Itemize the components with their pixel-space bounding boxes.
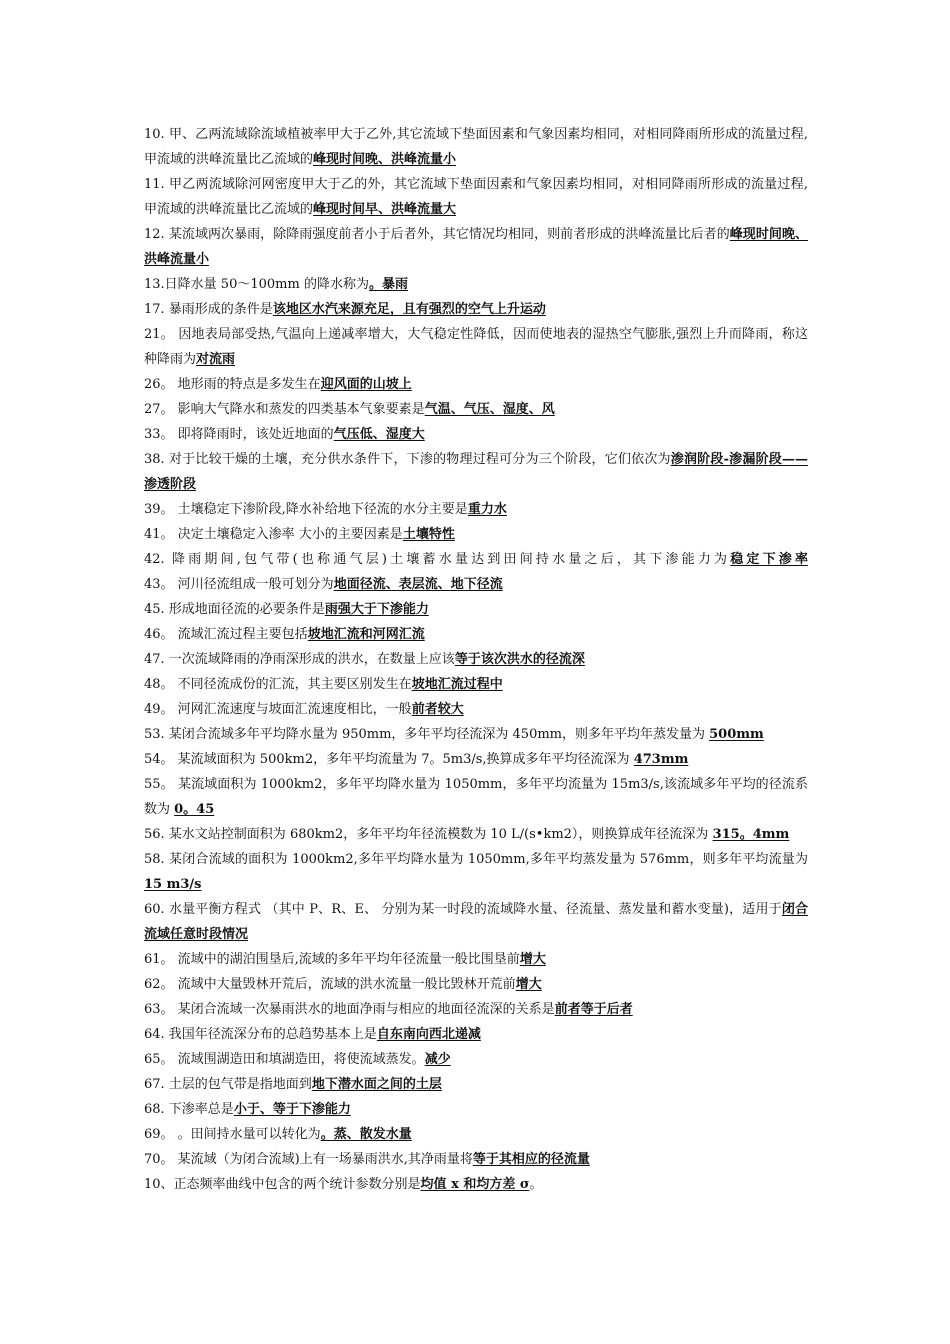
question-text: 60. 水量平衡方程式 （其中 P、R、E、 分别为某一时段的流域降水量、径流量、蒸发量和蓄水变量)，适用于 bbox=[144, 902, 782, 917]
question-38-infiltration-stages bbox=[144, 447, 808, 497]
question-text: 12. 某流域两次暴雨，除降雨强度前者小于后者外，其它情况均相同，则前者形成的洪峰流量比后者的 bbox=[144, 227, 730, 242]
question-17-storm-conditions bbox=[144, 297, 808, 322]
question-text: 39。 土壤稳定下渗阶段,降水补给地下径流的水分主要是 bbox=[144, 502, 468, 517]
question-text: 38. 对于比较干燥的土壤，充分供水条件下，下渗的物理过程可分为三个阶段，它们依次为 bbox=[144, 452, 671, 467]
question-58-mean-flow bbox=[144, 847, 808, 897]
question-53-evaporation bbox=[144, 722, 808, 747]
question-45-surface-runoff bbox=[144, 597, 808, 622]
question-12-rain-intensity bbox=[144, 222, 808, 272]
question-text: 33。 即将降雨时，该处近地面的 bbox=[144, 427, 334, 442]
question-10-vegetation bbox=[144, 122, 808, 172]
answer-text: 稳定下渗率 bbox=[730, 552, 808, 567]
answer-text: 峰现时间晚、洪峰流量小 bbox=[144, 227, 808, 267]
answer-text: 等于其相应的径流量 bbox=[472, 1152, 590, 1167]
answer-text: 雨强大于下渗能力 bbox=[324, 602, 429, 617]
question-67-vadose-zone bbox=[144, 1072, 808, 1097]
question-46-concentration bbox=[144, 622, 808, 647]
answer-text: 自东南向西北递减 bbox=[376, 1027, 481, 1042]
question-43-runoff-components bbox=[144, 572, 808, 597]
question-text: 45. 形成地面径流的必要条件是 bbox=[144, 602, 325, 617]
question-text: 26。 地形雨的特点是多发生在 bbox=[144, 377, 321, 392]
question-text: 56. 某水文站控制面积为 680km2，多年平均年径流模数为 10 L/(s•km2），则换算成年径流深为 bbox=[144, 827, 713, 842]
question-text: 61。 流域中的湖泊围垦后,流域的多年平均年径流量一般比围垦前 bbox=[144, 952, 520, 967]
question-text: 69。 。田间持水量可以转化为 bbox=[144, 1127, 321, 1142]
question-70-closed-basin bbox=[144, 1147, 808, 1172]
question-text: 54。 某流域面积为 500km2，多年平均流量为 7。5m3/s,换算成多年平均径流深为 bbox=[144, 752, 634, 767]
question-69-field-capacity bbox=[144, 1122, 808, 1147]
document-page bbox=[144, 122, 808, 1197]
answer-text: 。蒸、散发水量 bbox=[320, 1127, 412, 1142]
question-text: 17. 暴雨形成的条件是 bbox=[144, 302, 273, 317]
question-42-stable-infiltration bbox=[144, 547, 808, 572]
question-text: 47. 一次流域降雨的净雨深形成的洪水，在数量上应该 bbox=[144, 652, 455, 667]
answer-text: 均值 x 和均方差 σ bbox=[420, 1177, 530, 1192]
question-27-meteorological-elements bbox=[144, 397, 808, 422]
answer-text: 气温、气压、湿度、风 bbox=[424, 402, 555, 417]
answer-text: 土壤特性 bbox=[402, 527, 455, 542]
answer-text: 峰现时间晚、洪峰流量小 bbox=[313, 152, 457, 167]
answer-text: 地下潜水面之间的土层 bbox=[311, 1077, 442, 1092]
question-13-daily-precip bbox=[144, 272, 808, 297]
question-47-net-rain bbox=[144, 647, 808, 672]
answer-text: 该地区水汽来源充足，且有强烈的空气上升运动 bbox=[272, 302, 546, 317]
question-text: 41。 决定土壤稳定入渗率 大小的主要因素是 bbox=[144, 527, 403, 542]
answer-text: 渗润阶段-渗漏阶段——渗透阶段 bbox=[144, 452, 808, 492]
question-21-convective-rain bbox=[144, 322, 808, 372]
answer-text: 地面径流、表层流、地下径流 bbox=[333, 577, 503, 592]
answer-text: 前者等于后者 bbox=[554, 1002, 633, 1017]
answer-text: 减少 bbox=[424, 1052, 451, 1067]
question-26-orographic-rain bbox=[144, 372, 808, 397]
question-text: 64. 我国年径流深分布的总趋势基本上是 bbox=[144, 1027, 377, 1042]
question-65-land-reclamation bbox=[144, 1047, 808, 1072]
question-text: 63。 某闭合流域一次暴雨洪水的地面净雨与相应的地面径流深的关系是 bbox=[144, 1002, 555, 1017]
question-text: 58. 某闭合流域的面积为 1000km2,多年平均降水量为 1050mm,多年平均蒸发量为 576mm，则多年平均流量为 bbox=[144, 852, 808, 867]
question-10b-normal-curve bbox=[144, 1172, 808, 1197]
question-text: 13.日降水量 50～100mm 的降水称为 bbox=[144, 277, 369, 292]
answer-text: 重力水 bbox=[467, 502, 507, 517]
question-text: 68. 下渗率总是 bbox=[144, 1102, 234, 1117]
answer-text: 迎风面的山坡上 bbox=[320, 377, 412, 392]
question-tail: 。 bbox=[529, 1177, 543, 1192]
answer-text: 坡地汇流过程中 bbox=[411, 677, 503, 692]
question-39-gravity-water bbox=[144, 497, 808, 522]
question-text: 48。 不同径流成份的汇流，其主要区别发生在 bbox=[144, 677, 412, 692]
question-text: 67. 土层的包气带是指地面到 bbox=[144, 1077, 312, 1092]
question-text: 53. 某闭合流域多年平均降水量为 950mm，多年平均径流深为 450mm，则多年平均年蒸发量为 bbox=[144, 727, 710, 742]
question-text: 21。 因地表局部受热,气温向上递减率增大，大气稳定性降低，因而使地表的湿热空气膨胀,强烈上升而降雨，称这种降雨为 bbox=[144, 327, 808, 367]
question-text: 65。 流域围湖造田和填湖造田，将使流域蒸发。 bbox=[144, 1052, 425, 1067]
answer-text: 。暴雨 bbox=[368, 277, 408, 292]
question-56-runoff-modulus bbox=[144, 822, 808, 847]
question-60-water-balance bbox=[144, 897, 808, 947]
question-55-runoff-coefficient bbox=[144, 772, 808, 822]
question-11-river-density bbox=[144, 172, 808, 222]
question-text: 55。 某流域面积为 1000km2，多年平均降水量为 1050mm，多年平均流量为 15m3/s,该流域多年平均的径流系数为 bbox=[144, 777, 808, 817]
question-62-deforestation bbox=[144, 972, 808, 997]
answer-text: 0。45 bbox=[174, 802, 215, 817]
question-49-flow-speed bbox=[144, 697, 808, 722]
question-61-lake-reclamation bbox=[144, 947, 808, 972]
question-text: 10. 甲、乙两流域除流域植被率甲大于乙外,其它流域下垫面因素和气象因素均相同，对相同降雨所形成的流量过程,甲流域的洪峰流量比乙流域的 bbox=[144, 127, 808, 167]
question-text: 42. 降雨期间,包气带(也称通气层)土壤蓄水量达到田间持水量之后，其下渗能力为 bbox=[144, 552, 731, 567]
answer-text: 小于、等于下渗能力 bbox=[233, 1102, 351, 1117]
answer-text: 闭合流域任意时段情况 bbox=[144, 902, 808, 942]
answer-text: 15 m3/s bbox=[144, 877, 202, 892]
answer-text: 峰现时间早、洪峰流量大 bbox=[313, 202, 457, 217]
question-text: 49。 河网汇流速度与坡面汇流速度相比，一般 bbox=[144, 702, 412, 717]
answer-text: 473mm bbox=[633, 752, 689, 767]
question-64-runoff-distribution bbox=[144, 1022, 808, 1047]
answer-text: 500mm bbox=[709, 727, 764, 742]
question-68-infiltration-rate bbox=[144, 1097, 808, 1122]
answer-text: 坡地汇流和河网汇流 bbox=[307, 627, 425, 642]
question-text: 27。 影响大气降水和蒸发的四类基本气象要素是 bbox=[144, 402, 425, 417]
question-text: 46。 流域汇流过程主要包括 bbox=[144, 627, 308, 642]
question-text: 43。 河川径流组成一般可划分为 bbox=[144, 577, 334, 592]
answer-text: 增大 bbox=[515, 977, 542, 992]
question-63-net-rain-relation bbox=[144, 997, 808, 1022]
question-text: 11. 甲乙两流域除河网密度甲大于乙的外，其它流域下垫面因素和气象因素均相同，对相同降雨所形成的流量过程,甲流域的洪峰流量比乙流域的 bbox=[144, 177, 808, 217]
question-text: 70。 某流域（为闭合流域)上有一场暴雨洪水,其净雨量将 bbox=[144, 1152, 473, 1167]
answer-text: 气压低、湿度大 bbox=[333, 427, 425, 442]
answer-text: 前者较大 bbox=[411, 702, 464, 717]
answer-text: 315。4mm bbox=[712, 827, 790, 842]
answer-text: 增大 bbox=[519, 952, 546, 967]
question-text: 10、正态频率曲线中包含的两个统计参数分别是 bbox=[144, 1177, 421, 1192]
question-48-runoff-difference bbox=[144, 672, 808, 697]
question-33-before-rain bbox=[144, 422, 808, 447]
answer-text: 等于该次洪水的径流深 bbox=[454, 652, 585, 667]
question-41-soil-property bbox=[144, 522, 808, 547]
question-text: 62。 流域中大量毁林开荒后，流域的洪水流量一般比毁林开荒前 bbox=[144, 977, 516, 992]
answer-text: 对流雨 bbox=[196, 352, 236, 367]
question-54-runoff-depth bbox=[144, 747, 808, 772]
